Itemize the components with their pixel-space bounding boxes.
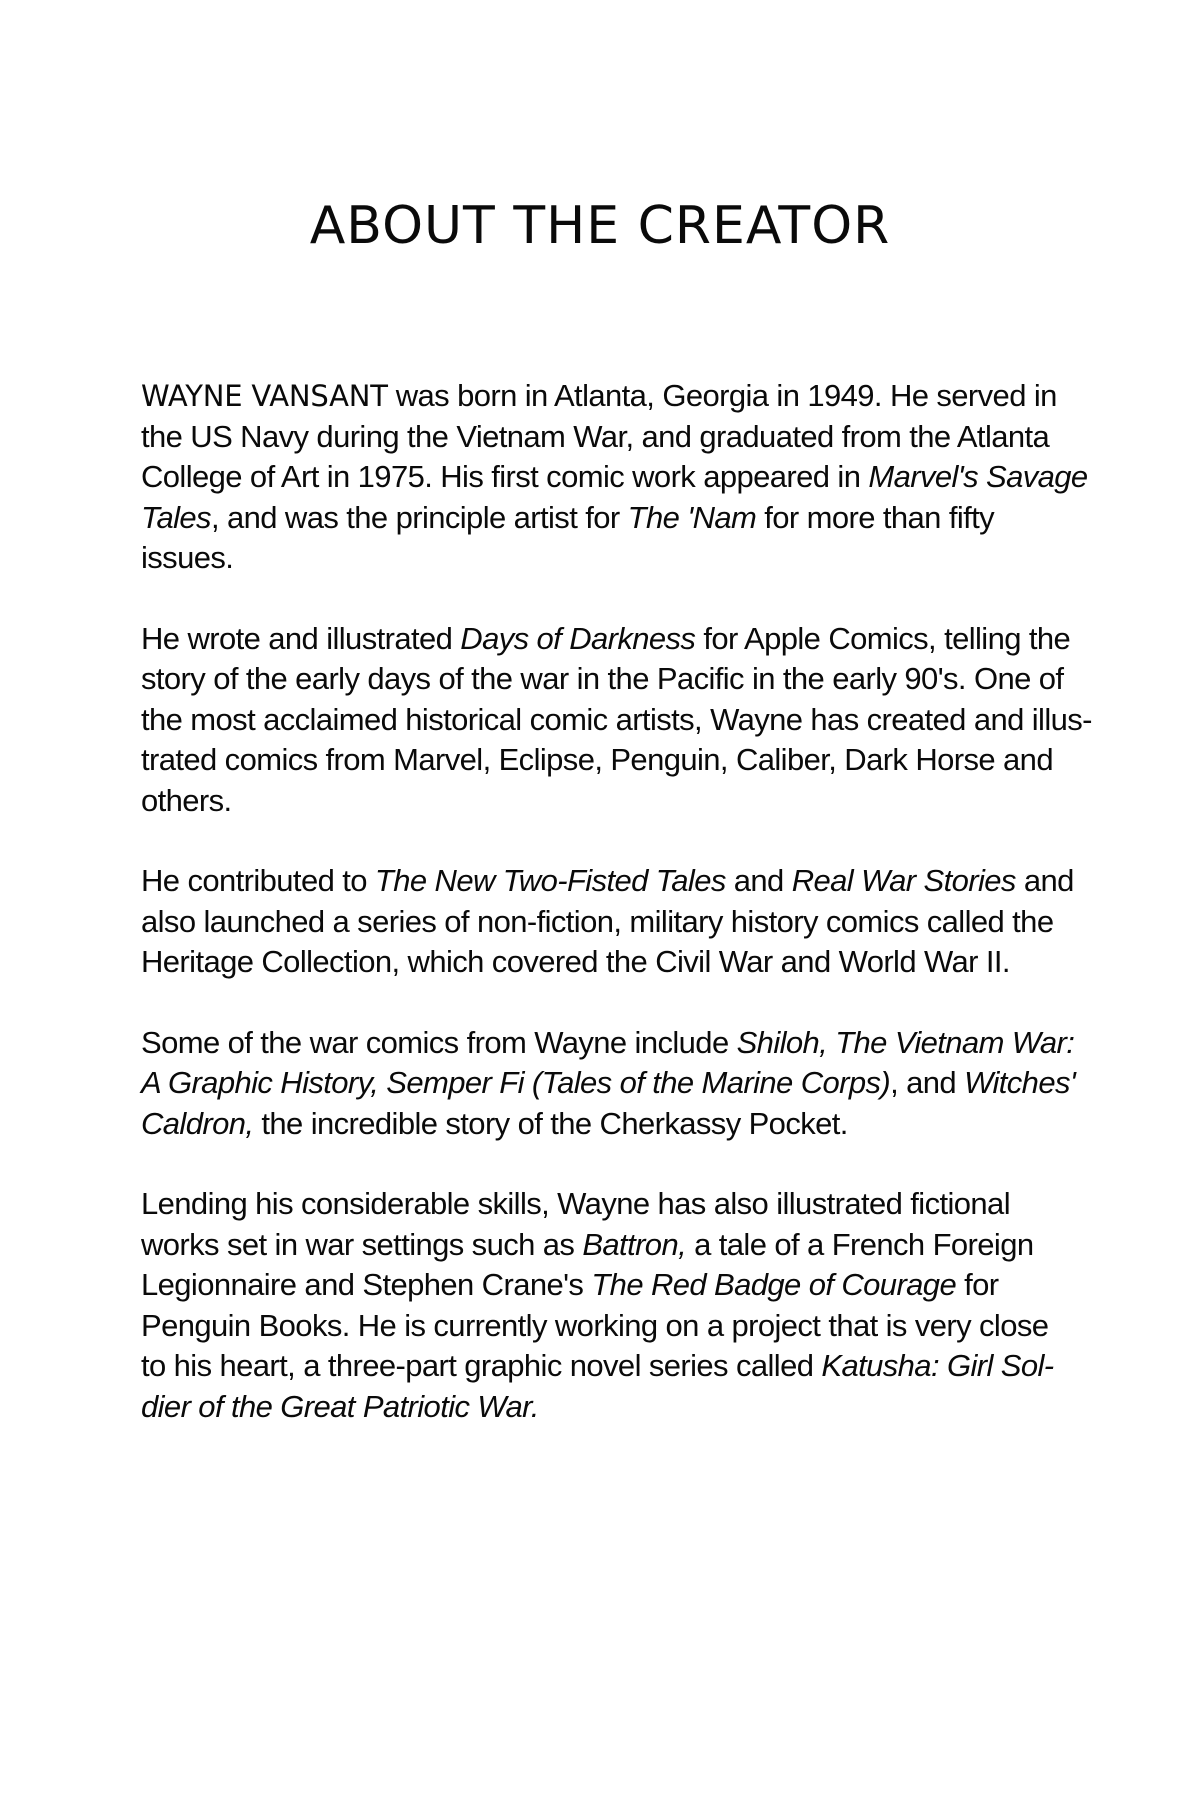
italic-title: Battron, (582, 1226, 687, 1262)
text-line (141, 659, 1101, 700)
text-segment: Heritage Collection, which covered the Civil War and World War II. (141, 944, 1010, 979)
text-segment: Some of the war comics from Wayne include (141, 1024, 737, 1060)
italic-title: Real War Stories (791, 863, 1016, 898)
paragraph (141, 1023, 1101, 1145)
paragraph (141, 1184, 1101, 1427)
creator-name: WAYNE VANSANT (141, 379, 388, 413)
italic-title: Marvel's Savage (868, 459, 1088, 494)
text-segment: issues. (141, 540, 234, 575)
text-segment: trated comics from Marvel, Eclipse, Penguin, Caliber, Dark Horse and (141, 742, 1053, 777)
text-line (141, 902, 1101, 943)
text-segment: He contributed to (141, 863, 375, 898)
text-segment: the most acclaimed historical comic artists, Wayne has created and illus- (141, 701, 1092, 737)
italic-title: The 'Nam (627, 499, 757, 535)
italic-title: Caldron, (141, 1105, 254, 1141)
page-title: ABOUT THE CREATOR (309, 196, 891, 256)
italic-title: Witches' (964, 1065, 1076, 1100)
text-segment: for (956, 1267, 999, 1302)
text-line (141, 1184, 1101, 1225)
text-segment: the US Navy during the Vietnam War, and graduated from the Atlanta (141, 418, 1050, 454)
text-line (141, 1225, 1101, 1266)
paragraph (141, 376, 1101, 579)
text-segment: College of Art in 1975. His first comic work appeared in (141, 459, 869, 494)
text-segment: , and was the principle artist for (210, 499, 628, 535)
text-line (141, 619, 1101, 660)
text-line (141, 1346, 1101, 1387)
text-line (141, 1265, 1101, 1306)
biography-text (141, 376, 1101, 1467)
text-line (141, 417, 1101, 458)
text-line (141, 700, 1101, 741)
text-line (141, 1023, 1101, 1064)
text-segment: for more than fifty (756, 499, 995, 535)
italic-title: Tales (141, 499, 211, 535)
text-segment: Lending his considerable skills, Wayne has also illustrated fictional (141, 1186, 1010, 1221)
text-segment: He wrote and illustrated (141, 620, 461, 656)
text-segment: and (725, 863, 792, 898)
text-line (141, 1063, 1101, 1104)
text-line (141, 861, 1101, 902)
paragraph (141, 861, 1101, 983)
text-segment: to his heart, a three-part graphic novel series called (141, 1348, 822, 1383)
text-line (141, 1306, 1101, 1347)
text-line (141, 457, 1101, 498)
text-segment: Penguin Books. He is currently working on a project that is very close (141, 1307, 1049, 1343)
text-line (141, 1104, 1101, 1145)
text-line (141, 538, 1101, 579)
italic-title: A Graphic History, Semper Fi (Tales of the Marine Corps) (141, 1065, 891, 1100)
italic-title: The Red Badge of Courage (591, 1267, 957, 1302)
text-segment: the incredible story of the Cherkassy Pocket. (253, 1105, 848, 1141)
italic-title: The New Two-Fisted Tales (374, 863, 726, 898)
text-line (141, 376, 1101, 417)
text-segment: , and (890, 1065, 965, 1100)
text-line (141, 942, 1101, 983)
text-segment: for Apple Comics, telling the (695, 620, 1071, 656)
text-segment: story of the early days of the war in the Pacific in the early 90's. One of (141, 661, 1064, 696)
text-segment: and (1015, 863, 1074, 898)
text-segment: a tale of a French Foreign (686, 1226, 1034, 1262)
text-segment: works set in war settings such as (141, 1226, 583, 1262)
italic-title: Katusha: Girl Sol- (821, 1348, 1054, 1383)
italic-title: Days of Darkness (460, 620, 696, 656)
text-line (141, 740, 1101, 781)
text-line (141, 498, 1101, 539)
text-segment: others. (141, 782, 232, 818)
italic-title: Shiloh, The Vietnam War: (736, 1024, 1075, 1060)
text-line (141, 1387, 1101, 1428)
text-segment: Legionnaire and Stephen Crane's (141, 1267, 592, 1302)
text-segment: was born in Atlanta, Georgia in 1949. He served in (387, 378, 1057, 413)
text-line (141, 781, 1101, 822)
paragraph (141, 619, 1101, 822)
text-segment: also launched a series of non-fiction, military history comics called the (141, 903, 1054, 939)
italic-title: dier of the Great Patriotic War. (141, 1388, 539, 1424)
